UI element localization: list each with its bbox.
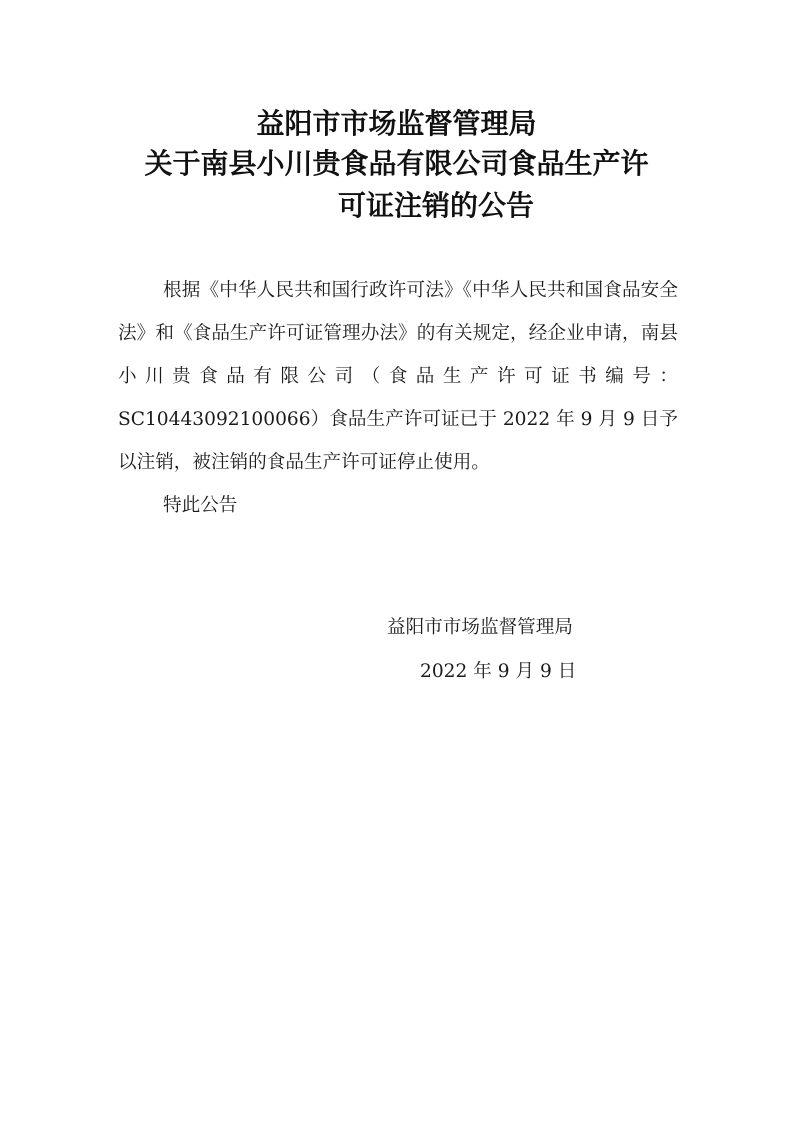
- signature-organization: 益阳市市场监督管理局: [387, 617, 573, 638]
- closing-line: 特此公告: [163, 495, 238, 516]
- title-line-2: 关于南县小川贵食品有限公司食品生产许: [144, 147, 649, 180]
- title-line-1: 益阳市市场监督管理局: [256, 107, 537, 140]
- title-line-3: 可证注销的公告: [338, 189, 535, 222]
- signature-date: 2022 年 9 月 9 日: [420, 661, 577, 682]
- body-paragraph: 根据《中华人民共和国行政许可法》《中华人民共和国食品安全法》和《食品生产许可证管理办法》的有关规定，经企业申请，南县小川贵食品有限公司（食品生产许可证书编号：SC10443092100066）食品生产许可证已于 2022 年 9 月 9 日予以注销，被注销的食品生产许可证停止使用。: [118, 280, 678, 473]
